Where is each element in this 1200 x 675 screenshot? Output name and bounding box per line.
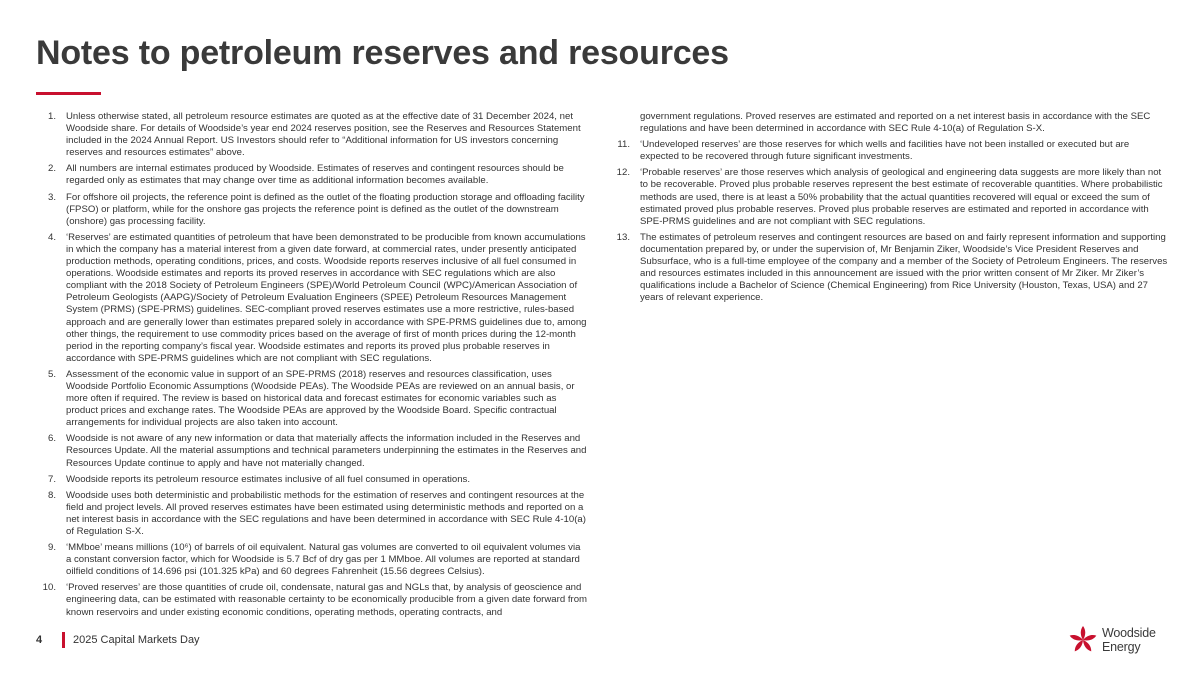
note-text: ‘Probable reserves’ are those reserves which analysis of geological and engineering data suggests are more likely than not to be recoverable. Proved plus probable reserves represent the best estimate of recoverable quantities. Where probabilistic methods are used, there is at least a 50% probability that the actual quantities recovered will equal or exceed the sum of estimated proved plus probable reserves. Proved plus probable reserves are estimated and reported in accordance with SPE-PRMS guidelines and are not compliant with SEC regulations. bbox=[640, 167, 1163, 227]
note-item bbox=[36, 582, 588, 618]
note-text: ‘Undeveloped reserves’ are those reserves for which wells and facilities have not been installed or executed but are expected to be recovered through future significant investments. bbox=[640, 139, 1130, 163]
note-text: All numbers are internal estimates produced by Woodside. Estimates of reserves and contingent resources should be regarded only as estimates that may change over time as additional information becomes available. bbox=[66, 163, 564, 187]
note-number: 3. bbox=[47, 191, 56, 203]
note-text: Woodside uses both deterministic and probabilistic methods for the estimation of reserves and contingent resources at the field and project levels. All proved reserves estimates have been estimated using deterministic methods and reported on a net interest basis in accordance with the SEC regulations and have been determined in accordance with SEC Rule 4-10(a) of Regulation S-X. bbox=[66, 489, 586, 537]
note-item bbox=[36, 542, 588, 578]
note-number: 1. bbox=[47, 111, 56, 122]
note-number: 13. bbox=[616, 231, 630, 243]
footer-event-title: 2025 Capital Markets Day bbox=[73, 634, 200, 646]
note-number: 7. bbox=[47, 473, 56, 485]
note-item bbox=[36, 111, 588, 159]
logo-line-2: Energy bbox=[1102, 640, 1141, 654]
notes-column-left bbox=[36, 111, 588, 623]
note-number: 2. bbox=[47, 163, 56, 175]
note-number: 12. bbox=[616, 167, 630, 179]
footer-divider bbox=[62, 632, 65, 648]
note-number: 10. bbox=[42, 582, 56, 594]
woodside-flower-icon bbox=[1068, 625, 1098, 655]
note-number: 8. bbox=[47, 489, 56, 501]
note-item bbox=[36, 369, 588, 429]
notes-column-right bbox=[610, 111, 1170, 308]
page-number: 4 bbox=[36, 634, 43, 646]
note-text: Unless otherwise stated, all petroleum resource estimates are quoted as at the effective date of 31 December 2024, net Woodside share. For details of Woodside’s year end 2024 reserves position, see the Reserves and Resources Statement included in the 2024 Annual Report. US Investors should refer to “Additional information for US investors concerning reserves and resources estimates” above. bbox=[66, 111, 581, 159]
logo-line-1: Woodside bbox=[1102, 626, 1156, 640]
note-item bbox=[36, 490, 588, 538]
woodside-logo bbox=[1068, 620, 1168, 660]
note-item bbox=[610, 232, 1170, 305]
note-item-continued bbox=[610, 111, 1170, 135]
note-item bbox=[36, 192, 588, 228]
note-text: Woodside reports its petroleum resource estimates inclusive of all fuel consumed in operations. bbox=[66, 473, 471, 485]
note-item bbox=[36, 474, 588, 486]
note-number: 9. bbox=[47, 542, 56, 554]
page-title: Notes to petroleum reserves and resources bbox=[36, 34, 729, 72]
note-number: 4. bbox=[47, 231, 56, 243]
note-item bbox=[36, 163, 588, 187]
note-text: Woodside is not aware of any new information or data that materially affects the information included in the Reserves and Resources Update. All the material assumptions and technical parameters underpinning the estimates in the Reserves and Resources Update continue to apply and have not materially changed. bbox=[66, 433, 587, 469]
title-underline bbox=[36, 92, 101, 95]
note-text: ‘Proved reserves’ are those quantities of crude oil, condensate, natural gas and NGLs that, by analysis of geoscience and engineering data, can be estimated with reasonable certainty to be economically producible from a given date forward from known reservoirs and under existing economic conditions, operating methods, operating contracts, and bbox=[66, 582, 588, 618]
note-text: ‘MMboe’ means millions (10⁶) of barrels of oil equivalent. Natural gas volumes are converted to oil equivalent volumes via a constant conversion factor, which for Woodside is 5.7 Bcf of dry gas per 1 MMboe. All volumes are reported at standard oilfield conditions of 14.696 psi (101.325 kPa) and 60 degrees Fahrenheit (15.56 degrees Celsius). bbox=[66, 542, 581, 578]
note-item bbox=[36, 433, 588, 469]
note-item bbox=[36, 232, 588, 365]
note-number: 11. bbox=[617, 139, 630, 151]
note-text: ‘Reserves’ are estimated quantities of petroleum that have been demonstrated to be producible from known accumulations in which the company has a material interest from a given date forward, at commercial rates, under presently anticipated production methods, operating conditions, prices, and costs. Woodside reports reserves inclusive of all fuel consumed in operations. Woodside estimates and reports its proved reserves in accordance with SEC regulations which are also compliant with the 2018 Society of Petroleum Engineers (SPE)/World Petroleum Council (WPC)/American Association of Petroleum Geologists (AAPG)/Society of Petroleum Evaluation Engineers (SPEE) Petroleum Resources Management System (PRMS) (SPE-PRMS) guidelines. SEC-compliant proved reserves estimates use a more restrictive, rules-based approach and are generally lower than estimates prepared solely in accordance with SPE-PRMS guidelines due to, among other things, the requirement to use commodity prices based on the average of first of month prices during the 12-month period in the reporting company’s fiscal year. Woodside estimates and reports its proved plus probable reserves in accordance with SPE-PRMS guidelines which are not compliant with SEC regulations. bbox=[66, 231, 587, 364]
note-number: 6. bbox=[47, 433, 56, 445]
note-text: government regulations. Proved reserves are estimated and reported on a net interest basis in accordance with the SEC regulations and have been determined in accordance with SEC Rule 4-10(a) of Regulation S-X. bbox=[640, 111, 1151, 135]
note-item bbox=[610, 139, 1170, 163]
note-number: 5. bbox=[47, 368, 56, 380]
note-text: The estimates of petroleum reserves and contingent resources are based on and fairly represent information and supporting documentation prepared by, or under the supervision of, Mr Benjamin Ziker, Woodside’s Vice President Reserves and Subsurface, who is a full-time employee of the company and a member of the Society of Petroleum Engineers. The reserves and resources estimates included in this announcement are issued with the prior written consent of Mr Ziker. Mr Ziker’s qualifications include a Bachelor of Science (Chemical Engineering) from Rice University (Houston, Texas, USA) and 27 years of relevant experience. bbox=[640, 231, 1168, 304]
note-text: For offshore oil projects, the reference point is defined as the outlet of the floating production storage and offloading facility (FPSO) or platform, while for the onshore gas projects the reference point is defined as the outlet of the downstream (onshore) gas processing facility. bbox=[66, 191, 585, 227]
logo-wordmark bbox=[1102, 626, 1156, 654]
note-text: Assessment of the economic value in support of an SPE-PRMS (2018) reserves and resources classification, uses Woodside Portfolio Economic Assumptions (Woodside PEAs). The Woodside PEAs are reviewed on an annual basis, or more often if required. The review is based on historical data and forecast estimates for economic variables such as product prices and exchange rates. The Woodside PEAs are approved by the Woodside Board. Specific contractual arrangements for individual projects are also taken into account. bbox=[66, 368, 575, 429]
note-item bbox=[610, 167, 1170, 227]
